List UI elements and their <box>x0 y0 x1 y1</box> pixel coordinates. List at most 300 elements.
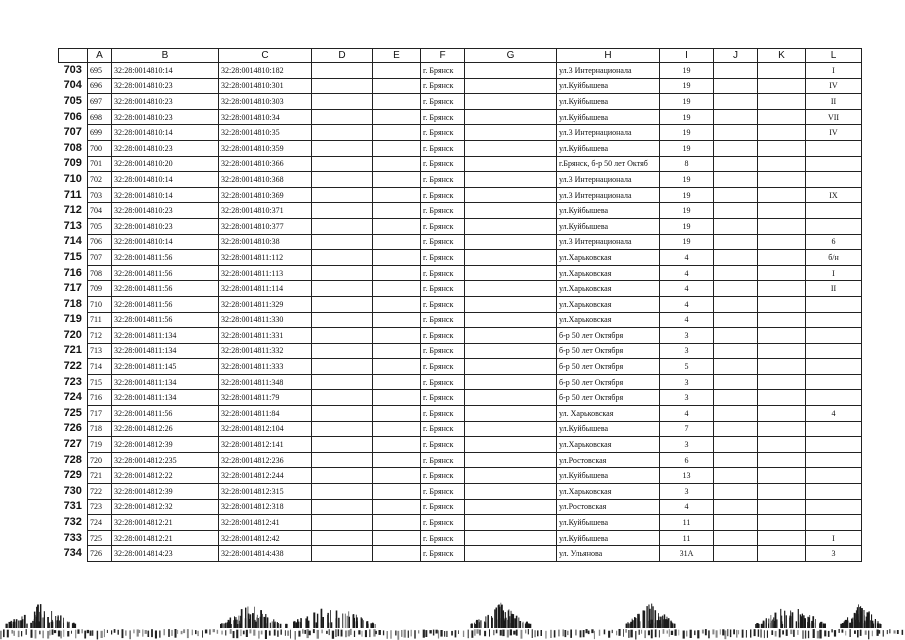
cell-l[interactable] <box>806 359 862 375</box>
cell-b[interactable]: 32:28:0014812:21 <box>112 530 219 546</box>
cell-c[interactable]: 32:28:0014811:330 <box>219 312 312 328</box>
cell-l[interactable]: 6 <box>806 234 862 250</box>
cell-b[interactable]: 32:28:0014810:23 <box>112 203 219 219</box>
row-number[interactable]: 704 <box>59 78 88 94</box>
cell-k[interactable] <box>758 452 806 468</box>
cell-k[interactable] <box>758 94 806 110</box>
cell-a[interactable]: 695 <box>88 63 112 79</box>
cell-f[interactable]: г. Брянск <box>421 265 465 281</box>
cell-i[interactable]: 3 <box>660 390 714 406</box>
cell-d[interactable] <box>312 187 373 203</box>
cell-c[interactable]: 32:28:0014812:42 <box>219 530 312 546</box>
column-header-b[interactable]: B <box>112 49 219 63</box>
cell-e[interactable] <box>373 109 421 125</box>
cell-f[interactable]: г. Брянск <box>421 140 465 156</box>
cell-l[interactable] <box>806 374 862 390</box>
cell-e[interactable] <box>373 406 421 422</box>
cell-i[interactable]: 19 <box>660 203 714 219</box>
column-header-e[interactable]: E <box>373 49 421 63</box>
cell-d[interactable] <box>312 234 373 250</box>
cell-g[interactable] <box>465 484 557 500</box>
cell-h[interactable]: ул.Харьковская <box>557 250 660 266</box>
cell-k[interactable] <box>758 265 806 281</box>
cell-f[interactable]: г. Брянск <box>421 78 465 94</box>
cell-d[interactable] <box>312 515 373 531</box>
cell-c[interactable]: 32:28:0014811:114 <box>219 281 312 297</box>
cell-e[interactable] <box>373 63 421 79</box>
cell-b[interactable]: 32:28:0014812:21 <box>112 515 219 531</box>
cell-l[interactable] <box>806 218 862 234</box>
cell-e[interactable] <box>373 250 421 266</box>
cell-c[interactable]: 32:28:0014810:371 <box>219 203 312 219</box>
row-number[interactable]: 717 <box>59 281 88 297</box>
row-number[interactable]: 706 <box>59 109 88 125</box>
cell-e[interactable] <box>373 530 421 546</box>
cell-k[interactable] <box>758 218 806 234</box>
cell-f[interactable]: г. Брянск <box>421 312 465 328</box>
cell-j[interactable] <box>714 203 758 219</box>
cell-i[interactable]: 19 <box>660 234 714 250</box>
column-header-l[interactable]: L <box>806 49 862 63</box>
cell-l[interactable] <box>806 140 862 156</box>
cell-g[interactable] <box>465 63 557 79</box>
cell-l[interactable] <box>806 437 862 453</box>
cell-l[interactable] <box>806 328 862 344</box>
cell-i[interactable]: 31А <box>660 546 714 562</box>
cell-l[interactable]: 3 <box>806 546 862 562</box>
cell-d[interactable] <box>312 94 373 110</box>
cell-i[interactable]: 19 <box>660 94 714 110</box>
cell-d[interactable] <box>312 374 373 390</box>
row-number[interactable]: 707 <box>59 125 88 141</box>
cell-e[interactable] <box>373 281 421 297</box>
cell-f[interactable]: г. Брянск <box>421 63 465 79</box>
cell-c[interactable]: 32:28:0014811:329 <box>219 296 312 312</box>
cell-b[interactable]: 32:28:0014810:23 <box>112 218 219 234</box>
cell-i[interactable]: 19 <box>660 140 714 156</box>
cell-f[interactable]: г. Брянск <box>421 499 465 515</box>
cell-a[interactable]: 700 <box>88 140 112 156</box>
cell-d[interactable] <box>312 218 373 234</box>
cell-b[interactable]: 32:28:0014812:39 <box>112 484 219 500</box>
cell-g[interactable] <box>465 265 557 281</box>
cell-a[interactable]: 698 <box>88 109 112 125</box>
cell-a[interactable]: 712 <box>88 328 112 344</box>
cell-g[interactable] <box>465 109 557 125</box>
cell-d[interactable] <box>312 328 373 344</box>
cell-i[interactable]: 19 <box>660 78 714 94</box>
cell-h[interactable]: ул.3 Интернационала <box>557 172 660 188</box>
cell-c[interactable]: 32:28:0014810:366 <box>219 156 312 172</box>
cell-a[interactable]: 710 <box>88 296 112 312</box>
cell-k[interactable] <box>758 125 806 141</box>
cell-i[interactable]: 3 <box>660 328 714 344</box>
row-number[interactable]: 709 <box>59 156 88 172</box>
cell-f[interactable]: г. Брянск <box>421 406 465 422</box>
cell-d[interactable] <box>312 468 373 484</box>
cell-h[interactable]: ул.Куйбышева <box>557 421 660 437</box>
cell-j[interactable] <box>714 250 758 266</box>
cell-c[interactable]: 32:28:0014812:41 <box>219 515 312 531</box>
cell-j[interactable] <box>714 421 758 437</box>
cell-d[interactable] <box>312 125 373 141</box>
cell-i[interactable]: 4 <box>660 312 714 328</box>
cell-g[interactable] <box>465 343 557 359</box>
cell-k[interactable] <box>758 421 806 437</box>
cell-j[interactable] <box>714 437 758 453</box>
cell-c[interactable]: 32:28:0014812:315 <box>219 484 312 500</box>
cell-j[interactable] <box>714 515 758 531</box>
cell-i[interactable]: 8 <box>660 156 714 172</box>
cell-k[interactable] <box>758 468 806 484</box>
cell-f[interactable]: г. Брянск <box>421 156 465 172</box>
cell-a[interactable]: 718 <box>88 421 112 437</box>
cell-i[interactable]: 4 <box>660 296 714 312</box>
cell-b[interactable]: 32:28:0014811:56 <box>112 265 219 281</box>
cell-j[interactable] <box>714 406 758 422</box>
cell-b[interactable]: 32:28:0014810:14 <box>112 234 219 250</box>
cell-j[interactable] <box>714 281 758 297</box>
row-number[interactable]: 721 <box>59 343 88 359</box>
row-number[interactable]: 713 <box>59 218 88 234</box>
cell-k[interactable] <box>758 530 806 546</box>
cell-b[interactable]: 32:28:0014814:23 <box>112 546 219 562</box>
cell-j[interactable] <box>714 468 758 484</box>
cell-e[interactable] <box>373 452 421 468</box>
row-number[interactable]: 732 <box>59 515 88 531</box>
cell-d[interactable] <box>312 312 373 328</box>
cell-g[interactable] <box>465 530 557 546</box>
cell-b[interactable]: 32:28:0014811:56 <box>112 250 219 266</box>
cell-l[interactable]: II <box>806 281 862 297</box>
row-number[interactable]: 710 <box>59 172 88 188</box>
cell-g[interactable] <box>465 281 557 297</box>
cell-h[interactable]: ул.Харьковская <box>557 281 660 297</box>
cell-e[interactable] <box>373 515 421 531</box>
cell-j[interactable] <box>714 265 758 281</box>
cell-d[interactable] <box>312 203 373 219</box>
cell-f[interactable]: г. Брянск <box>421 452 465 468</box>
cell-c[interactable]: 32:28:0014811:331 <box>219 328 312 344</box>
cell-g[interactable] <box>465 406 557 422</box>
cell-g[interactable] <box>465 203 557 219</box>
cell-a[interactable]: 711 <box>88 312 112 328</box>
cell-k[interactable] <box>758 203 806 219</box>
cell-h[interactable]: ул.Куйбышева <box>557 140 660 156</box>
cell-l[interactable]: б/н <box>806 250 862 266</box>
cell-h[interactable]: ул. Ульянова <box>557 546 660 562</box>
cell-k[interactable] <box>758 234 806 250</box>
cell-c[interactable]: 32:28:0014811:113 <box>219 265 312 281</box>
cell-d[interactable] <box>312 156 373 172</box>
cell-i[interactable]: 3 <box>660 437 714 453</box>
row-number[interactable]: 726 <box>59 421 88 437</box>
cell-f[interactable]: г. Брянск <box>421 484 465 500</box>
cell-k[interactable] <box>758 328 806 344</box>
cell-j[interactable] <box>714 484 758 500</box>
cell-k[interactable] <box>758 484 806 500</box>
cell-a[interactable]: 699 <box>88 125 112 141</box>
cell-a[interactable]: 703 <box>88 187 112 203</box>
cell-k[interactable] <box>758 374 806 390</box>
cell-g[interactable] <box>465 218 557 234</box>
cell-i[interactable]: 11 <box>660 530 714 546</box>
row-number[interactable]: 708 <box>59 140 88 156</box>
row-number[interactable]: 724 <box>59 390 88 406</box>
cell-h[interactable]: ул.Харьковская <box>557 437 660 453</box>
cell-k[interactable] <box>758 515 806 531</box>
cell-b[interactable]: 32:28:0014811:134 <box>112 328 219 344</box>
column-header-j[interactable]: J <box>714 49 758 63</box>
cell-k[interactable] <box>758 499 806 515</box>
cell-k[interactable] <box>758 140 806 156</box>
cell-g[interactable] <box>465 499 557 515</box>
cell-f[interactable]: г. Брянск <box>421 234 465 250</box>
cell-h[interactable]: ул.3 Интернационала <box>557 234 660 250</box>
cell-j[interactable] <box>714 296 758 312</box>
cell-l[interactable] <box>806 452 862 468</box>
cell-k[interactable] <box>758 296 806 312</box>
cell-g[interactable] <box>465 250 557 266</box>
cell-k[interactable] <box>758 343 806 359</box>
cell-b[interactable]: 32:28:0014812:39 <box>112 437 219 453</box>
cell-f[interactable]: г. Брянск <box>421 421 465 437</box>
cell-l[interactable]: II <box>806 94 862 110</box>
cell-l[interactable]: IX <box>806 187 862 203</box>
cell-l[interactable] <box>806 499 862 515</box>
row-number[interactable]: 733 <box>59 530 88 546</box>
cell-j[interactable] <box>714 359 758 375</box>
cell-a[interactable]: 715 <box>88 374 112 390</box>
cell-l[interactable] <box>806 343 862 359</box>
cell-d[interactable] <box>312 281 373 297</box>
cell-l[interactable] <box>806 484 862 500</box>
cell-i[interactable]: 7 <box>660 421 714 437</box>
cell-g[interactable] <box>465 187 557 203</box>
cell-b[interactable]: 32:28:0014812:32 <box>112 499 219 515</box>
cell-c[interactable]: 32:28:0014810:369 <box>219 187 312 203</box>
cell-j[interactable] <box>714 374 758 390</box>
cell-e[interactable] <box>373 312 421 328</box>
cell-b[interactable]: 32:28:0014810:14 <box>112 187 219 203</box>
cell-k[interactable] <box>758 359 806 375</box>
cell-b[interactable]: 32:28:0014810:14 <box>112 172 219 188</box>
cell-a[interactable]: 701 <box>88 156 112 172</box>
cell-h[interactable]: б-р 50 лет Октября <box>557 390 660 406</box>
cell-h[interactable]: б-р 50 лет Октября <box>557 328 660 344</box>
row-number[interactable]: 711 <box>59 187 88 203</box>
cell-f[interactable]: г. Брянск <box>421 109 465 125</box>
cell-b[interactable]: 32:28:0014811:134 <box>112 390 219 406</box>
cell-k[interactable] <box>758 437 806 453</box>
cell-f[interactable]: г. Брянск <box>421 296 465 312</box>
cell-c[interactable]: 32:28:0014811:112 <box>219 250 312 266</box>
cell-i[interactable]: 19 <box>660 187 714 203</box>
cell-i[interactable]: 19 <box>660 125 714 141</box>
cell-d[interactable] <box>312 140 373 156</box>
column-header-i[interactable]: I <box>660 49 714 63</box>
cell-l[interactable] <box>806 421 862 437</box>
cell-j[interactable] <box>714 187 758 203</box>
cell-h[interactable]: ул.Харьковская <box>557 296 660 312</box>
cell-g[interactable] <box>465 94 557 110</box>
cell-e[interactable] <box>373 421 421 437</box>
cell-h[interactable]: ул.Ростовская <box>557 499 660 515</box>
cell-f[interactable]: г. Брянск <box>421 172 465 188</box>
cell-g[interactable] <box>465 421 557 437</box>
cell-i[interactable]: 19 <box>660 218 714 234</box>
cell-h[interactable]: ул.Куйбышева <box>557 515 660 531</box>
cell-l[interactable] <box>806 156 862 172</box>
cell-j[interactable] <box>714 390 758 406</box>
row-number[interactable]: 731 <box>59 499 88 515</box>
cell-j[interactable] <box>714 78 758 94</box>
row-number[interactable]: 718 <box>59 296 88 312</box>
cell-k[interactable] <box>758 156 806 172</box>
cell-e[interactable] <box>373 125 421 141</box>
cell-h[interactable]: ул.3 Интернационала <box>557 187 660 203</box>
cell-a[interactable]: 707 <box>88 250 112 266</box>
cell-j[interactable] <box>714 172 758 188</box>
cell-l[interactable] <box>806 203 862 219</box>
cell-b[interactable]: 32:28:0014810:23 <box>112 140 219 156</box>
cell-d[interactable] <box>312 109 373 125</box>
cell-d[interactable] <box>312 546 373 562</box>
cell-h[interactable]: б-р 50 лет Октября <box>557 343 660 359</box>
cell-b[interactable]: 32:28:0014811:56 <box>112 296 219 312</box>
cell-k[interactable] <box>758 546 806 562</box>
cell-j[interactable] <box>714 109 758 125</box>
cell-k[interactable] <box>758 390 806 406</box>
cell-d[interactable] <box>312 390 373 406</box>
column-header-a[interactable]: A <box>88 49 112 63</box>
cell-f[interactable]: г. Брянск <box>421 390 465 406</box>
cell-j[interactable] <box>714 499 758 515</box>
cell-c[interactable]: 32:28:0014812:236 <box>219 452 312 468</box>
cell-i[interactable]: 13 <box>660 468 714 484</box>
cell-k[interactable] <box>758 281 806 297</box>
cell-a[interactable]: 725 <box>88 530 112 546</box>
cell-j[interactable] <box>714 328 758 344</box>
cell-j[interactable] <box>714 343 758 359</box>
cell-b[interactable]: 32:28:0014811:56 <box>112 406 219 422</box>
cell-h[interactable]: ул.Харьковская <box>557 484 660 500</box>
cell-e[interactable] <box>373 265 421 281</box>
cell-f[interactable]: г. Брянск <box>421 218 465 234</box>
cell-c[interactable]: 32:28:0014814:438 <box>219 546 312 562</box>
row-number[interactable]: 719 <box>59 312 88 328</box>
cell-f[interactable]: г. Брянск <box>421 546 465 562</box>
row-number[interactable]: 723 <box>59 374 88 390</box>
cell-g[interactable] <box>465 452 557 468</box>
cell-h[interactable]: ул.Куйбышева <box>557 468 660 484</box>
cell-i[interactable]: 11 <box>660 515 714 531</box>
cell-f[interactable]: г. Брянск <box>421 94 465 110</box>
cell-h[interactable]: ул.Куйбышева <box>557 109 660 125</box>
cell-b[interactable]: 32:28:0014811:145 <box>112 359 219 375</box>
cell-d[interactable] <box>312 296 373 312</box>
cell-c[interactable]: 32:28:0014810:35 <box>219 125 312 141</box>
cell-c[interactable]: 32:28:0014811:84 <box>219 406 312 422</box>
row-number[interactable]: 712 <box>59 203 88 219</box>
cell-b[interactable]: 32:28:0014810:14 <box>112 63 219 79</box>
row-number[interactable]: 734 <box>59 546 88 562</box>
cell-h[interactable]: б-р 50 лет Октября <box>557 374 660 390</box>
cell-l[interactable] <box>806 390 862 406</box>
cell-i[interactable]: 19 <box>660 63 714 79</box>
cell-i[interactable]: 3 <box>660 374 714 390</box>
cell-a[interactable]: 716 <box>88 390 112 406</box>
cell-l[interactable]: IV <box>806 125 862 141</box>
cell-g[interactable] <box>465 515 557 531</box>
cell-l[interactable] <box>806 172 862 188</box>
cell-h[interactable]: ул.3 Интернационала <box>557 63 660 79</box>
cell-g[interactable] <box>465 156 557 172</box>
cell-k[interactable] <box>758 63 806 79</box>
cell-f[interactable]: г. Брянск <box>421 468 465 484</box>
cell-c[interactable]: 32:28:0014810:34 <box>219 109 312 125</box>
cell-g[interactable] <box>465 78 557 94</box>
cell-j[interactable] <box>714 140 758 156</box>
cell-i[interactable]: 3 <box>660 484 714 500</box>
cell-l[interactable]: I <box>806 63 862 79</box>
cell-e[interactable] <box>373 187 421 203</box>
cell-b[interactable]: 32:28:0014811:56 <box>112 312 219 328</box>
cell-i[interactable]: 19 <box>660 109 714 125</box>
cell-i[interactable]: 19 <box>660 172 714 188</box>
cell-h[interactable]: ул.Куйбышева <box>557 94 660 110</box>
cell-b[interactable]: 32:28:0014812:22 <box>112 468 219 484</box>
cell-e[interactable] <box>373 468 421 484</box>
column-header-h[interactable]: H <box>557 49 660 63</box>
cell-b[interactable]: 32:28:0014811:134 <box>112 343 219 359</box>
column-header-c[interactable]: C <box>219 49 312 63</box>
cell-a[interactable]: 708 <box>88 265 112 281</box>
row-number[interactable]: 730 <box>59 484 88 500</box>
cell-j[interactable] <box>714 546 758 562</box>
cell-f[interactable]: г. Брянск <box>421 515 465 531</box>
cell-i[interactable]: 4 <box>660 265 714 281</box>
cell-e[interactable] <box>373 437 421 453</box>
cell-a[interactable]: 723 <box>88 499 112 515</box>
row-number[interactable]: 705 <box>59 94 88 110</box>
cell-c[interactable]: 32:28:0014812:318 <box>219 499 312 515</box>
cell-b[interactable]: 32:28:0014810:23 <box>112 109 219 125</box>
cell-d[interactable] <box>312 452 373 468</box>
cell-a[interactable]: 706 <box>88 234 112 250</box>
cell-c[interactable]: 32:28:0014811:79 <box>219 390 312 406</box>
cell-e[interactable] <box>373 359 421 375</box>
cell-d[interactable] <box>312 406 373 422</box>
cell-e[interactable] <box>373 172 421 188</box>
cell-e[interactable] <box>373 94 421 110</box>
cell-a[interactable]: 719 <box>88 437 112 453</box>
cell-h[interactable]: ул.Куйбышева <box>557 203 660 219</box>
cell-f[interactable]: г. Брянск <box>421 328 465 344</box>
cell-b[interactable]: 32:28:0014810:14 <box>112 125 219 141</box>
cell-g[interactable] <box>465 125 557 141</box>
cell-f[interactable]: г. Брянск <box>421 203 465 219</box>
cell-j[interactable] <box>714 234 758 250</box>
cell-h[interactable]: ул.Куйбышева <box>557 78 660 94</box>
row-number[interactable]: 727 <box>59 437 88 453</box>
cell-a[interactable]: 722 <box>88 484 112 500</box>
cell-e[interactable] <box>373 484 421 500</box>
cell-g[interactable] <box>465 312 557 328</box>
cell-b[interactable]: 32:28:0014810:23 <box>112 94 219 110</box>
cell-c[interactable]: 32:28:0014810:303 <box>219 94 312 110</box>
cell-c[interactable]: 32:28:0014811:332 <box>219 343 312 359</box>
